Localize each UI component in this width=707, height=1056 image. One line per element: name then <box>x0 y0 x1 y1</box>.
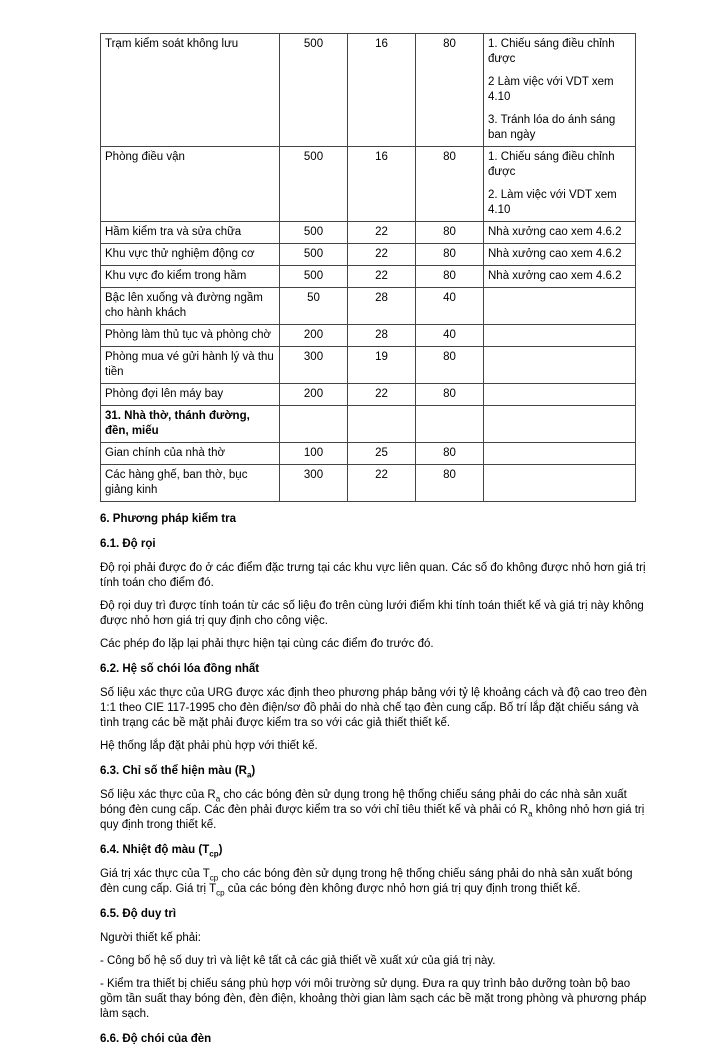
cell-notes <box>484 443 636 465</box>
table-row <box>101 443 636 465</box>
paragraph: - Kiểm tra thiết bị chiếu sáng phù hợp với môi trường sử dụng. Đưa ra quy trình bảo dưỡng toàn bộ bao gồm tần suất thay bóng đèn, đèn điện, khoảng thời gian làm sạch các bề mặt trong phòng và phương pháp làm sạch. <box>100 978 647 1020</box>
lighting-requirements-table <box>100 33 636 502</box>
cell-ugr: 22 <box>348 266 416 288</box>
cell-lux: 200 <box>280 384 348 406</box>
cell-ra: 80 <box>416 465 484 502</box>
subscript: cp <box>216 888 225 898</box>
cell-area-name: Gian chính của nhà thờ <box>101 443 280 465</box>
cell-area-name: 31. Nhà thờ, thánh đường, đền, miếu <box>101 406 280 443</box>
cell-notes <box>484 465 636 502</box>
cell-area-name: Bậc lên xuống và đường ngầm cho hành khách <box>101 288 280 325</box>
paragraph: Người thiết kế phải: <box>100 932 201 944</box>
subscript: a <box>215 794 221 804</box>
cell-area-name: Khu vực đo kiểm trong hầm <box>101 266 280 288</box>
cell-ra: 40 <box>416 325 484 347</box>
paragraph: - Công bố hệ số duy trì và liệt kê tất cả các giả thiết về xuất xứ của giá trị này. <box>100 955 496 967</box>
cell-ugr <box>348 406 416 443</box>
cell-ugr: 22 <box>348 222 416 244</box>
text-sections <box>100 512 651 1047</box>
note-line: 3. Tránh lóa do ánh sáng ban ngày <box>488 114 616 141</box>
cell-ra: 80 <box>416 347 484 384</box>
note-line: 1. Chiếu sáng điều chỉnh được <box>488 38 615 65</box>
cell-area-name: Phòng điều vận <box>101 147 280 222</box>
cell-ugr: 16 <box>348 34 416 147</box>
section-heading-6-3: 6.3. Chỉ số thể hiện màu $(R_a)$ <box>100 765 256 780</box>
cell-lux: 500 <box>280 244 348 266</box>
table-row <box>101 325 636 347</box>
note-line: 2 Làm việc với VDT xem 4.10 <box>488 76 614 103</box>
cell-ra: 80 <box>416 222 484 244</box>
cell-ugr: 22 <box>348 244 416 266</box>
cell-lux: 50 <box>280 288 348 325</box>
cell-lux: 500 <box>280 222 348 244</box>
table-row <box>101 288 636 325</box>
cell-notes <box>484 147 636 222</box>
cell-ugr: 16 <box>348 147 416 222</box>
section-heading-6-2: 6.2. Hệ số chói lóa đồng nhất <box>100 663 260 675</box>
table-row <box>101 347 636 384</box>
section-heading-6-1: 6.1. Độ rọi <box>100 538 156 550</box>
subscript: a <box>246 770 252 780</box>
cell-area-name: Trạm kiểm soát không lưu <box>101 34 280 147</box>
cell-lux: 300 <box>280 465 348 502</box>
paragraph: Giá trị xác thực của $T_{cp}$ cho các bóng đèn sử dụng trong hệ thống chiếu sáng phải do nhà sản xuất bóng đèn cung cấp. Giá trị $T_{cp}$ của các bóng đèn không được nhỏ hơn giá trị quy định trong thiết kế. <box>100 868 633 898</box>
paragraph: Các phép đo lặp lại phải thực hiện tại cùng các điểm đo trước đó. <box>100 638 434 650</box>
cell-notes: Nhà xưởng cao xem 4.6.2 <box>484 222 636 244</box>
cell-ugr: 19 <box>348 347 416 384</box>
paragraph: Độ rọi phải được đo ở các điểm đặc trưng tại các khu vực liên quan. Các số đo không được nhỏ hơn giá trị tính toán cho điểm đó. <box>100 562 646 589</box>
subscript: cp <box>209 849 219 859</box>
section-heading-6-4: 6.4. Nhiệt độ màu $(T_{cp})$ <box>100 844 223 859</box>
cell-notes <box>484 325 636 347</box>
page-content <box>100 33 651 1056</box>
subscript: a <box>528 809 533 819</box>
table-row <box>101 266 636 288</box>
cell-notes <box>484 406 636 443</box>
cell-ugr: 28 <box>348 288 416 325</box>
cell-lux <box>280 406 348 443</box>
cell-lux: 300 <box>280 347 348 384</box>
cell-lux: 500 <box>280 34 348 147</box>
cell-area-name: Phòng đợi lên máy bay <box>101 384 280 406</box>
table-row <box>101 384 636 406</box>
cell-notes <box>484 347 636 384</box>
cell-area-name: Hầm kiểm tra và sửa chữa <box>101 222 280 244</box>
cell-lux: 100 <box>280 443 348 465</box>
cell-ra: 80 <box>416 147 484 222</box>
cell-notes: Nhà xưởng cao xem 4.6.2 <box>484 244 636 266</box>
section-heading-6-6: 6.6. Độ chói của đèn <box>100 1033 212 1045</box>
cell-notes <box>484 384 636 406</box>
table-row <box>101 465 636 502</box>
paragraph: Số liệu xác thực của URG được xác định theo phương pháp bảng với tỷ lệ khoảng cách và độ cao treo đèn 1:1 theo CIE 117-1995 cho đèn điện/sơ đồ phải do nhà chế tạo đèn cung cấp. Bố trí lắp đặt chiếu sáng và tình trạng các bề mặt phải được kiểm tra so với các giả thiết thiết kế. <box>100 687 647 729</box>
table-row <box>101 244 636 266</box>
paragraph: Độ rọi duy trì được tính toán từ các số liệu đo trên cùng lưới điểm khi tính toán thiết kế và giá trị này không được nhỏ hơn giá trị quy định cho công việc. <box>100 600 644 627</box>
table-row <box>101 222 636 244</box>
cell-ra: 80 <box>416 266 484 288</box>
cell-lux: 500 <box>280 266 348 288</box>
paragraph: Hệ thống lắp đặt phải phù hợp với thiết kế. <box>100 740 318 752</box>
table-row <box>101 147 636 222</box>
table-row <box>101 34 636 147</box>
cell-area-name: Khu vực thử nghiệm động cơ <box>101 244 280 266</box>
table-row-section-header <box>101 406 636 443</box>
cell-area-name: Phòng làm thủ tục và phòng chờ <box>101 325 280 347</box>
cell-ra: 80 <box>416 34 484 147</box>
cell-area-name: Phòng mua vé gửi hành lý và thu tiền <box>101 347 280 384</box>
cell-notes <box>484 288 636 325</box>
cell-ra: 80 <box>416 443 484 465</box>
cell-ra: 40 <box>416 288 484 325</box>
cell-lux: 500 <box>280 147 348 222</box>
paragraph: Số liệu xác thực của $R_a$ cho các bóng đèn sử dụng trong hệ thống chiếu sáng phải do các nhà sản xuất bóng đèn cung cấp. Các đèn phải được kiểm tra so với chỉ tiêu thiết kế và phải có $R_a$ không nhỏ hơn giá trị quy định trong thiết kế. <box>100 789 645 831</box>
cell-lux: 200 <box>280 325 348 347</box>
cell-ugr: 22 <box>348 384 416 406</box>
cell-ugr: 22 <box>348 465 416 502</box>
cell-ra: 80 <box>416 244 484 266</box>
cell-ugr: 25 <box>348 443 416 465</box>
cell-ugr: 28 <box>348 325 416 347</box>
cell-notes <box>484 34 636 147</box>
cell-area-name: Các hàng ghế, ban thờ, bục giảng kinh <box>101 465 280 502</box>
section-heading-6: 6. Phương pháp kiểm tra <box>100 513 237 525</box>
note-line: 2. Làm việc với VDT xem 4.10 <box>488 189 617 216</box>
subscript: cp <box>209 873 219 883</box>
note-line: 1. Chiếu sáng điều chỉnh được <box>488 151 615 178</box>
section-heading-6-5: 6.5. Độ duy trì <box>100 908 177 920</box>
cell-ra <box>416 406 484 443</box>
cell-ra: 80 <box>416 384 484 406</box>
cell-notes: Nhà xưởng cao xem 4.6.2 <box>484 266 636 288</box>
